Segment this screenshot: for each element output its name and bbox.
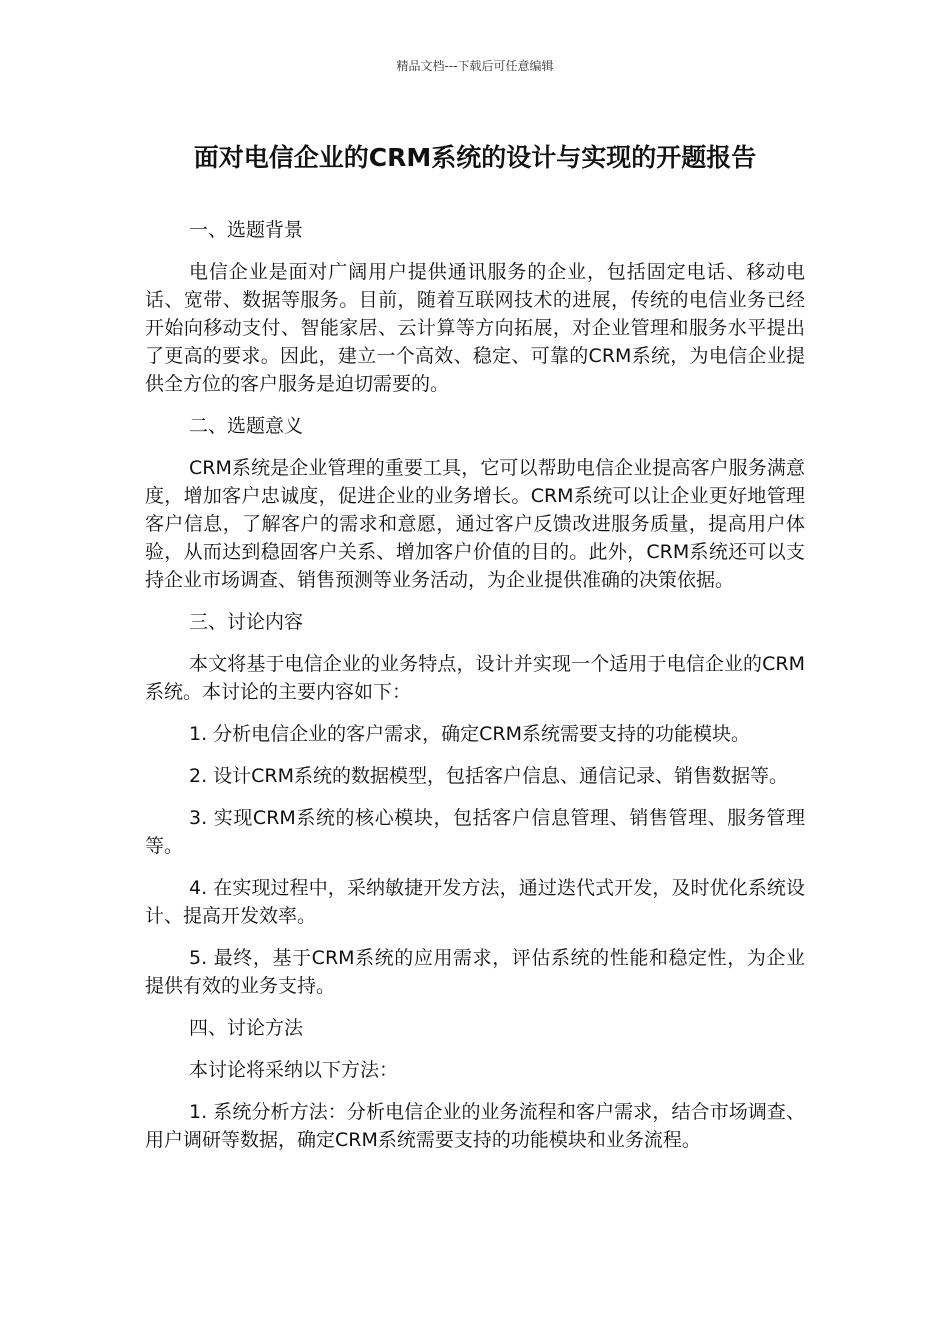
section-heading-content: 三、讨论内容: [189, 611, 304, 633]
list-item-content-4: 4. 在实现过程中，采纳敏捷开发方法，通过迭代式开发，及时优化系统设计、提高开发效率。: [145, 877, 805, 927]
list-item-content-2: 2. 设计CRM系统的数据模型，包括客户信息、通信记录、销售数据等。: [189, 765, 789, 787]
section-heading-background: 一、选题背景: [189, 219, 304, 241]
paragraph-content-intro: 本文将基于电信企业的业务特点，设计并实现一个适用于电信企业的CRM系统。本讨论的主要内容如下：: [145, 653, 805, 703]
document-title: 面对电信企业的CRM系统的设计与实现的开题报告: [193, 143, 757, 172]
paragraph-significance: CRM系统是企业管理的重要工具，它可以帮助电信企业提高客户服务满意度，增加客户忠诚度，促进企业的业务增长。CRM系统可以让企业更好地管理客户信息，了解客户的需求和意愿，通过客户反馈改进服务质量，提高用户体验，从而达到稳固客户关系、增加客户价值的目的。此外，CRM系统还可以支持企业市场调查、销售预测等业务活动，为企业提供准确的决策依据。: [145, 457, 805, 591]
section-heading-methods: 四、讨论方法: [189, 1017, 304, 1039]
list-item-content-5: 5. 最终，基于CRM系统的应用需求，评估系统的性能和稳定性，为企业提供有效的业务支持。: [145, 947, 805, 997]
paragraph-background: 电信企业是面对广阔用户提供通讯服务的企业，包括固定电话、移动电话、宽带、数据等服务。目前，随着互联网技术的进展，传统的电信业务已经开始向移动支付、智能家居、云计算等方向拓展，对企业管理和服务水平提出了更高的要求。因此，建立一个高效、稳定、可靠的CRM系统，为电信企业提供全方位的客户服务是迫切需要的。: [145, 261, 805, 395]
paragraph-methods-intro: 本讨论将采纳以下方法：: [189, 1059, 399, 1081]
header-note: 精品文档---下载后可任意编辑: [396, 59, 554, 73]
document-body: [145, 216, 805, 1168]
list-item-content-1: 1. 分析电信企业的客户需求，确定CRM系统需要支持的功能模块。: [189, 723, 751, 745]
list-item-methods-1: 1. 系统分析方法：分析电信企业的业务流程和客户需求，结合市场调查、用户调研等数据，确定CRM系统需要支持的功能模块和业务流程。: [145, 1101, 805, 1151]
list-item-content-3: 3. 实现CRM系统的核心模块，包括客户信息管理、销售管理、服务管理等。: [145, 807, 805, 857]
section-heading-significance: 二、选题意义: [189, 415, 304, 437]
